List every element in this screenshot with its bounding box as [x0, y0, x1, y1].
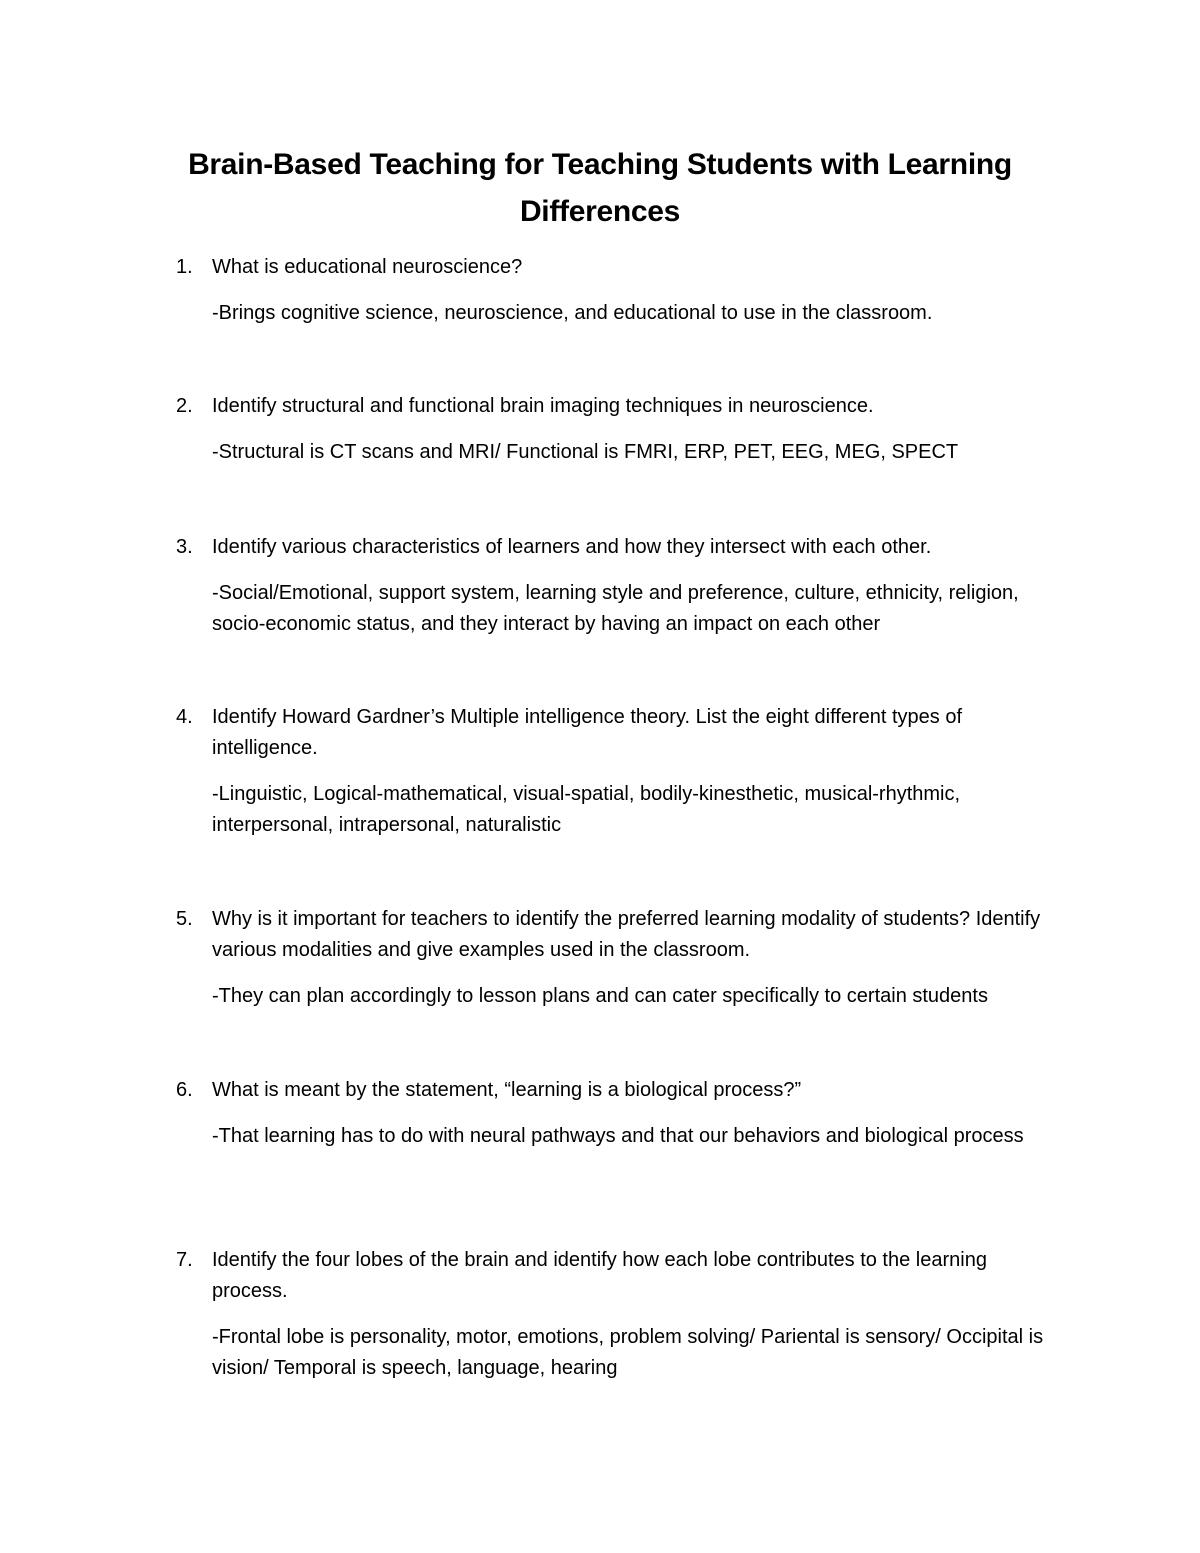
- answer-text: -That learning has to do with neural pathways and that our behaviors and biological process: [212, 1125, 1024, 1147]
- answer-text: -Frontal lobe is personality, motor, emotions, problem solving/ Pariental is sensory/ Occipital is vision/ Temporal is speech, language, hearing: [212, 1326, 1044, 1379]
- question-text: Identify Howard Gardner’s Multiple intelligence theory. List the eight different types of intelligence.: [212, 706, 963, 759]
- answer-text: -Structural is CT scans and MRI/ Functional is FMRI, ERP, PET, EEG, MEG, SPECT: [212, 441, 959, 463]
- question-text: Identify structural and functional brain imaging techniques in neuroscience.: [212, 395, 874, 417]
- answer-text: -Social/Emotional, support system, learning style and preference, culture, ethnicity, religion, socio-economic status, and they interact by having an impact on each other: [212, 582, 1019, 635]
- question-item-3: [176, 532, 1056, 640]
- question-number: 7.: [176, 1249, 193, 1271]
- question-item-5: [176, 904, 1056, 1012]
- question-item-7: [176, 1245, 1056, 1384]
- question-item-6: [176, 1075, 1056, 1152]
- question-item-4: [176, 702, 1056, 841]
- question-number: 3.: [176, 536, 193, 558]
- answer-text: -Linguistic, Logical-mathematical, visual-spatial, bodily-kinesthetic, musical-rhythmic, interpersonal, intrapersonal, naturalistic: [212, 783, 961, 836]
- question-text: Why is it important for teachers to identify the preferred learning modality of students? Identify various modalities and give examples used in the classroom.: [212, 908, 1041, 961]
- question-text: What is meant by the statement, “learning is a biological process?”: [212, 1079, 802, 1101]
- question-number: 1.: [176, 256, 193, 278]
- answer-text: -Brings cognitive science, neuroscience, and educational to use in the classroom.: [212, 302, 933, 324]
- question-text: What is educational neuroscience?: [212, 256, 523, 278]
- question-number: 4.: [176, 706, 193, 728]
- document-title: Brain-Based Teaching for Teaching Students with Learning Differences: [188, 148, 1012, 228]
- question-number: 2.: [176, 395, 193, 417]
- question-item-1: [176, 252, 1056, 329]
- question-number: 6.: [176, 1079, 193, 1101]
- question-text: Identify the four lobes of the brain and identify how each lobe contributes to the learning process.: [212, 1249, 987, 1302]
- question-number: 5.: [176, 908, 193, 930]
- question-text: Identify various characteristics of learners and how they intersect with each other.: [212, 536, 932, 558]
- answer-text: -They can plan accordingly to lesson plans and can cater specifically to certain students: [212, 985, 988, 1007]
- question-item-2: [176, 391, 1056, 468]
